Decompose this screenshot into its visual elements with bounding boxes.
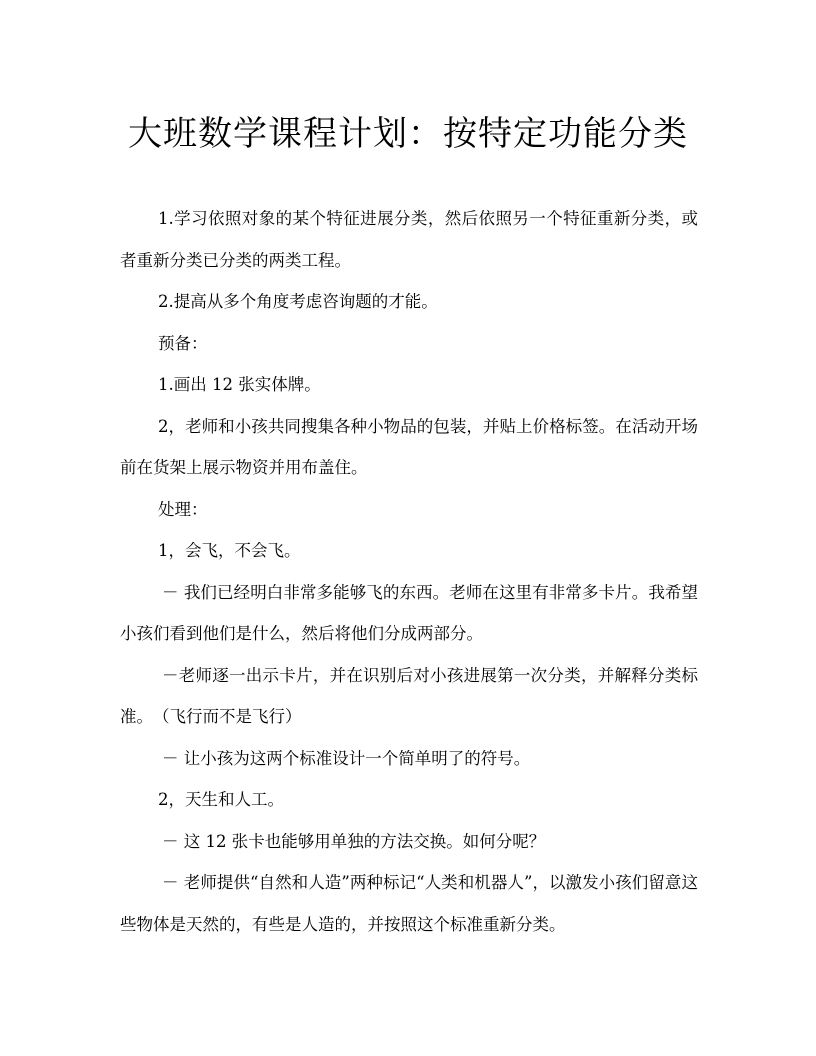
paragraph-process-heading: 处理： [158,499,208,519]
paragraph-step-2-detail-1: － 这 12 张卡也能够用单独的方法交换。如何分呢？ [162,831,546,851]
paragraph-preparation-heading: 预备： [158,333,208,353]
paragraph-objective-2: 2.提高从多个角度考虑咨询题的才能。 [158,292,438,311]
paragraph-step-2: 2，天生和人工。 [158,790,284,809]
paragraph-step-1-detail-3: － 让小孩为这两个标准设计一个简单明了的符号。 [162,748,531,768]
document-body [120,198,698,945]
paragraph-step-1-detail-1: － 我们已经明白非常多能够飞的东西。老师在这里有非常多卡片。我希望小孩们看到他们是什么，然后将他们分成两部分。 [120,582,698,643]
paragraph-preparation-2: 2，老师和小孩共同搜集各种小物品的包装，并贴上价格标签。在活动开场前在货架上展示物资并用布盖住。 [120,416,698,477]
paragraph-objective-1: 1.学习依照对象的某个特征进展分类，然后依照另一个特征重新分类，或者重新分类已分类的两类工程。 [120,209,698,270]
paragraph-step-1: 1，会飞，不会飞。 [158,541,301,560]
page-title: 大班数学课程计划：按特定功能分类 [128,114,688,154]
paragraph-preparation-1: 1.画出 12 张实体牌。 [158,375,321,394]
paragraph-step-2-detail-2: － 老师提供“自然和人造”两种标记“人类和机器人”，以激发小孩们留意这些物体是天然的，有些是人造的，并按照这个标准重新分类。 [120,873,698,934]
paragraph-step-1-detail-2: －老师逐一出示卡片，并在识别后对小孩进展第一次分类，并解释分类标准。 （飞行而不是飞行） [120,665,698,726]
